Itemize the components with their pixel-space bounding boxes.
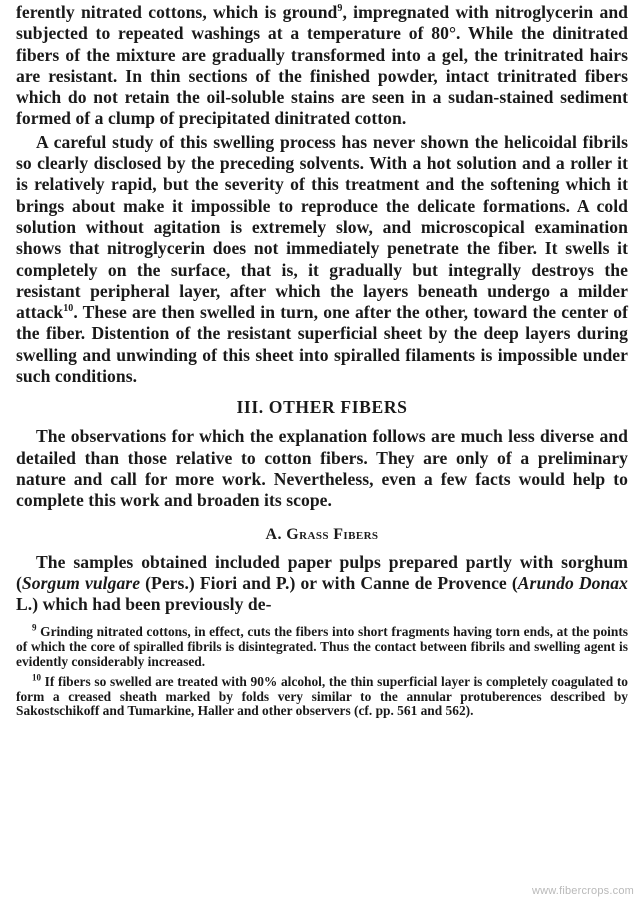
paragraph-observations: The observations for which the explanation follows are much less diverse and detailed than those relative to cotton fibers. They are only of a preliminary nature and call for more work. Nevertheless, even a few facts would help to complete this work and broaden its scope. — [16, 426, 628, 511]
footnote-10 — [16, 672, 628, 719]
footnote-text: Grinding nitrated cottons, in effect, cuts the fibers into short fragments having torn ends, at the points of which the core of spiralled fibrils is disintegrated. Thus the contact between fibrils and swelling agent is evidently considerably increased. — [16, 624, 628, 669]
footnotes-section — [16, 622, 628, 719]
paragraph-nitrated-cottons — [16, 2, 628, 130]
footnote-reference-9: 9 — [337, 3, 343, 15]
paragraph-text: A careful study of this swelling process has never shown the helicoidal fibrils so clearly disclosed by the preceding solvents. With a hot solution and a roller it is relatively rapid, but the severity of this treatment and the softening which it brings about make it impossible to reproduce the delicate formations. A cold solution without agitation is extremely slow, and microscopical examination shows that nitroglycerin does not immediately penetrate the fiber. It swells it completely on the surface, that is, it gradually but integrally destroys the resistant peripheral layer, after which the layers beneath undergo a milder attack — [16, 131, 628, 323]
footnote-text: If fibers so swelled are treated with 90% alcohol, the thin superficial layer is completely coagulated to form a creased sheath marked by folds very similar to the annular protuberences described by Sakostschikoff and Tumarkine, Haller and other observers (cf. pp. 561 and 562). — [16, 674, 628, 719]
footnote-reference-10: 10 — [63, 303, 74, 315]
paragraph-text: (Pers.) Fiori and P.) or with Canne de Provence ( — [140, 572, 518, 593]
footnote-mark: 9 — [32, 622, 37, 633]
species-name: Sorgum vulgare — [21, 572, 141, 593]
paragraph-text: . These are then swelled in turn, one after the other, toward the center of the fiber. Distention of the resistant superficial sheet by the deep layers during swelling and unwinding of this sheet into spiralled filaments is impossible under such conditions. — [16, 302, 628, 387]
paragraph-text: , impregnated with nitroglycerin and subjected to repeated washings at a temperature of 80°. While the dinitrated fibers of the mixture are gradually transformed into a gel, the trinitrated hairs are resistant. In thin sections of the finished powder, intact trinitrated fibers which do not retain the oil-soluble stains are seen in a sudan-stained sediment formed of a clump of precipitated dinitrated cotton. — [16, 2, 628, 129]
paragraph-text: ferently nitrated cottons, which is ground — [16, 2, 338, 22]
section-heading: III. OTHER FIBERS — [236, 397, 408, 418]
species-name: Arundo Donax — [517, 572, 628, 593]
footnote-mark: 10 — [32, 672, 41, 683]
subsection-heading: A. Grass Fibers — [265, 525, 379, 543]
paragraph-text: The samples obtained included paper pulps prepared partly with sorghum ( — [16, 551, 628, 593]
paragraph-samples — [16, 552, 628, 616]
paragraph-text: L.) which had been previously de- — [16, 594, 272, 615]
paragraph-swelling-process — [16, 132, 628, 388]
footnote-9 — [16, 622, 628, 669]
watermark: www.fibercrops.com — [531, 885, 634, 897]
